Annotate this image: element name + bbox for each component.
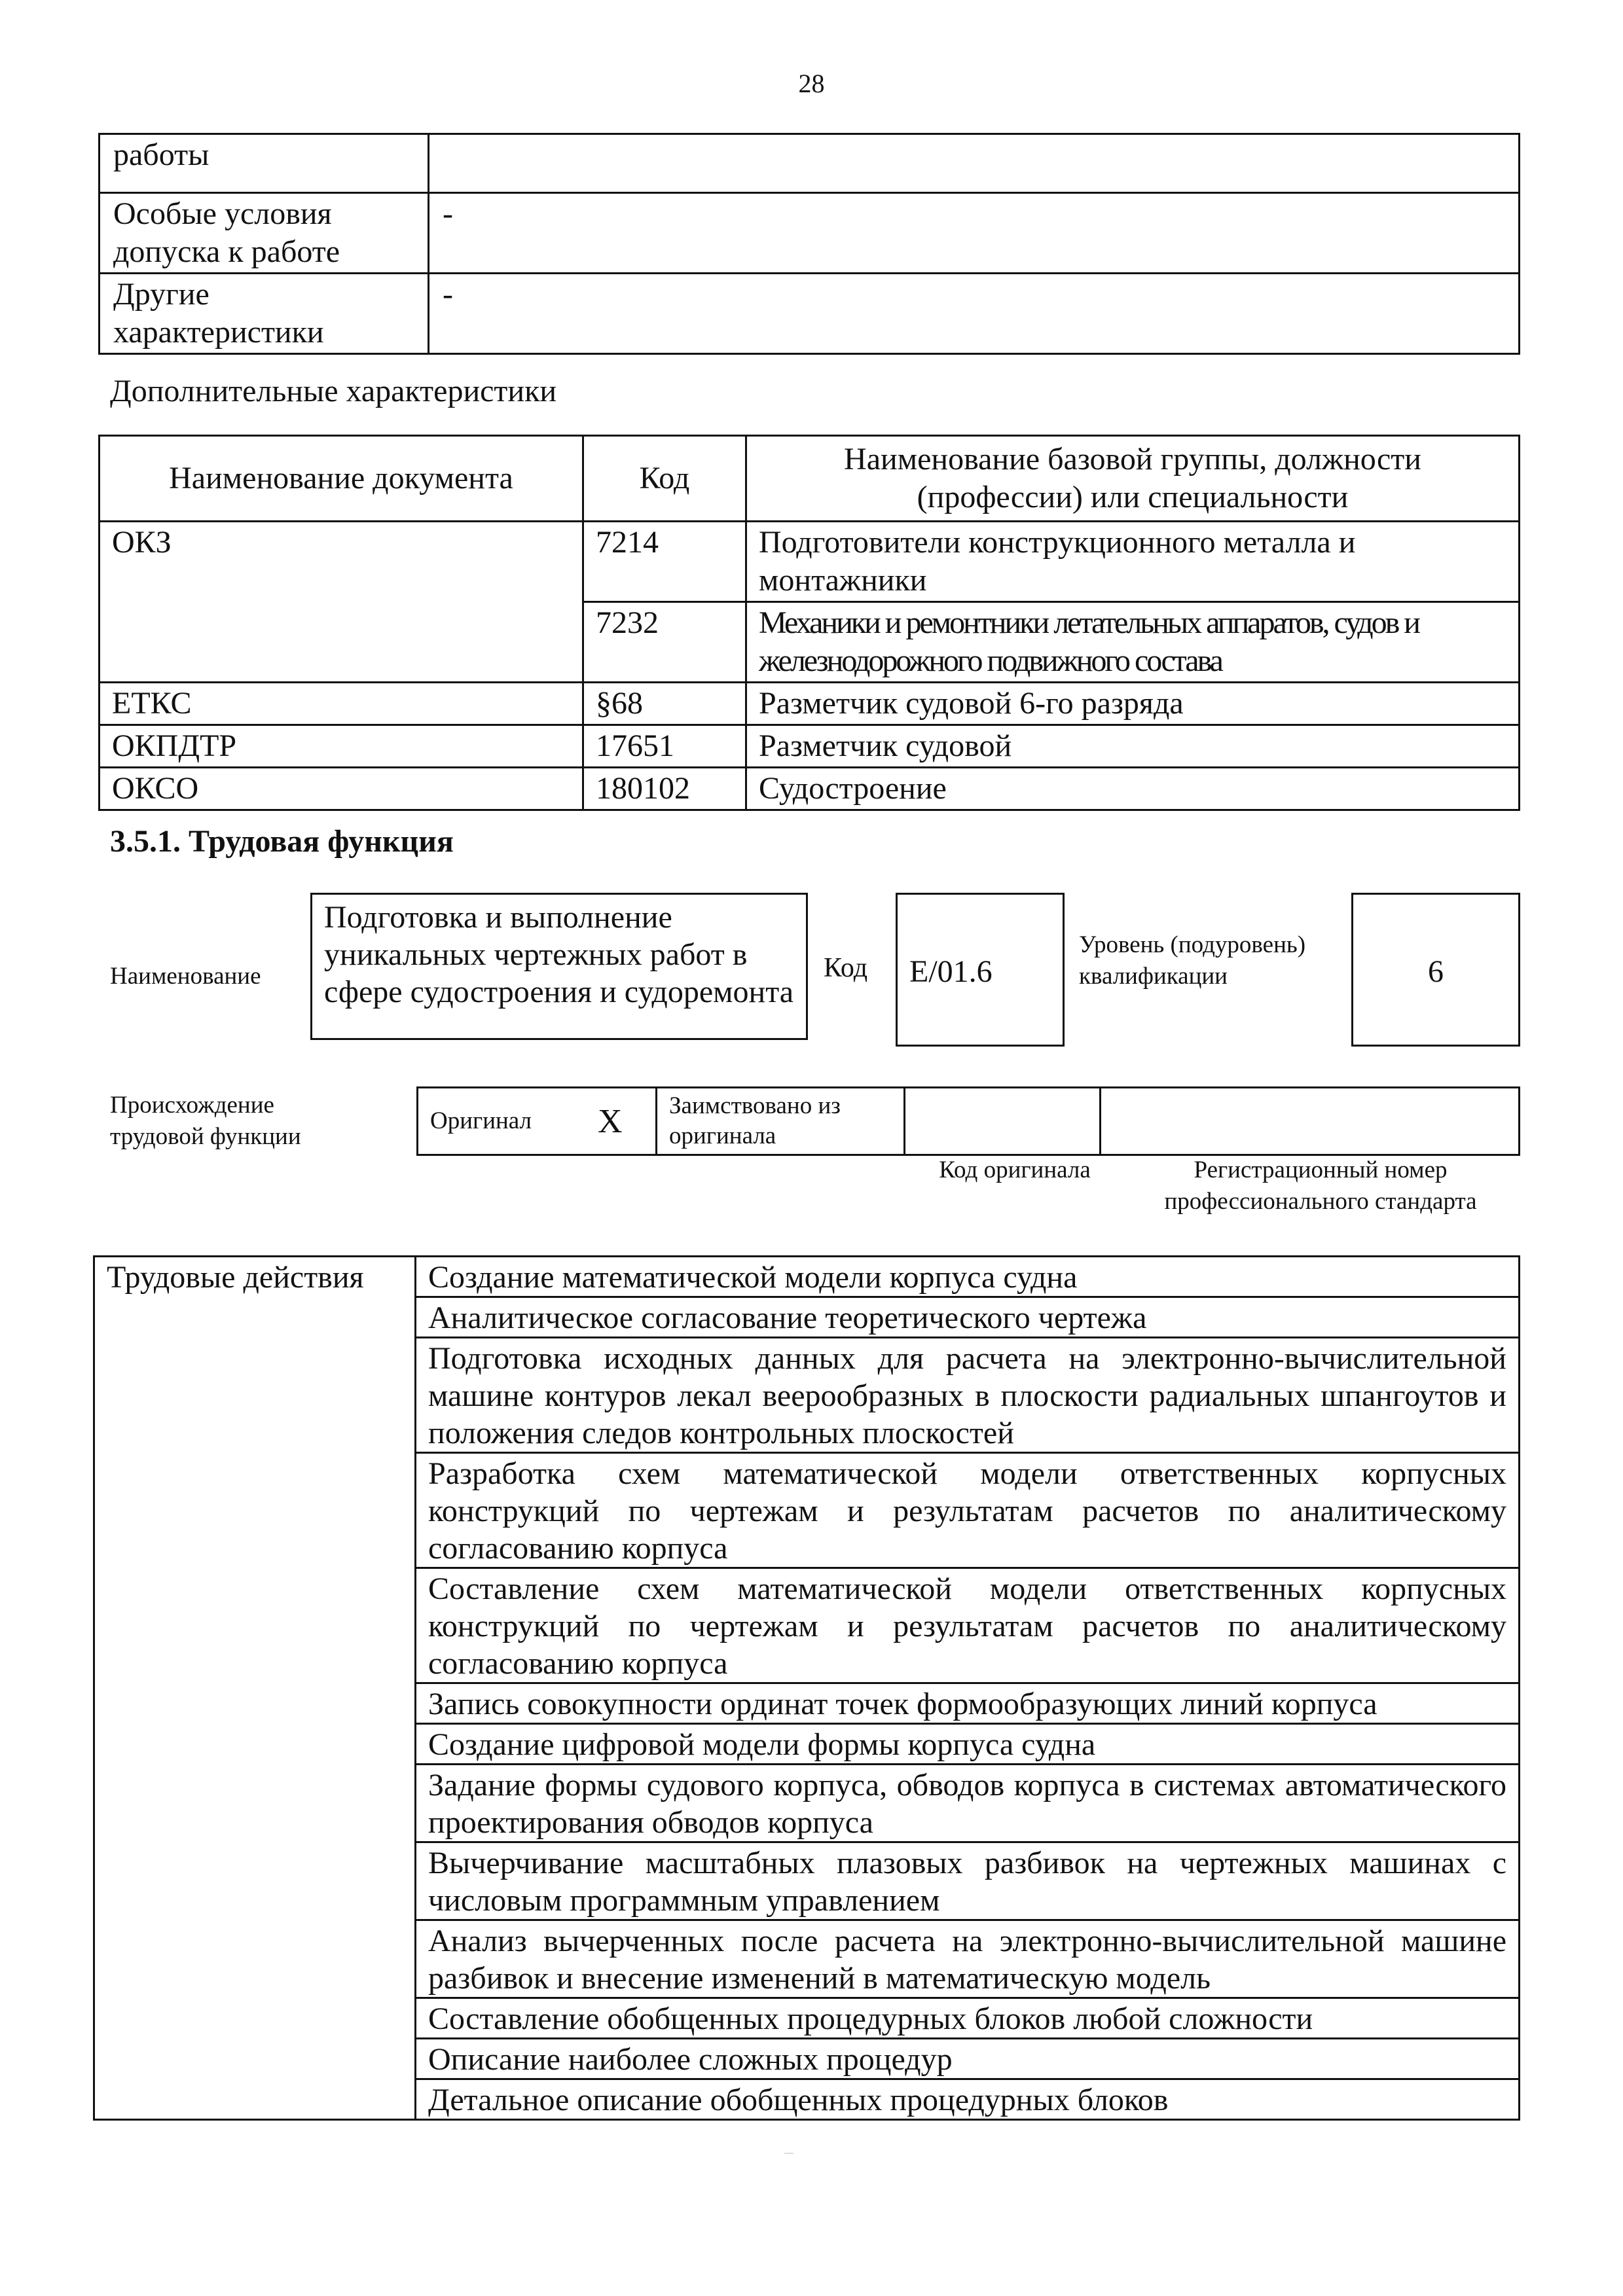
- cell-code: 7232: [583, 602, 746, 683]
- labor-action-item: Создание математической модели корпуса судна: [416, 1257, 1520, 1297]
- labor-action-item: Разработка схем математической модели ответственных корпусных конструкций по чертежам и результатам расчетов по аналитическому согласованию корпуса: [416, 1453, 1520, 1568]
- cell-code: 7214: [583, 522, 746, 602]
- original-label: Оригинал: [418, 1088, 587, 1155]
- labor-action-item: Составление схем математической модели ответственных корпусных конструкций по чертежам и результатам расчетов по аналитическому согласованию корпуса: [416, 1568, 1520, 1683]
- original-code-cell: [905, 1088, 1101, 1155]
- header-code: Код: [583, 436, 746, 522]
- table-row: [100, 725, 1520, 768]
- section-title: 3.5.1. Трудовая функция: [110, 824, 454, 859]
- name-label: Наименование: [110, 963, 261, 990]
- row-label: Особые условия допуска к работе: [100, 193, 429, 274]
- cell-name: Судостроение: [746, 768, 1520, 810]
- table-row: [100, 134, 1520, 193]
- cell-doc: ЕТКС: [100, 683, 583, 725]
- original-mark: X: [586, 1088, 657, 1155]
- header-name: Наименование базовой группы, должности (профессии) или специальности: [746, 436, 1520, 522]
- cell-doc: ОКСО: [100, 768, 583, 810]
- additional-characteristics-heading: Дополнительные характеристики: [110, 374, 557, 408]
- labor-action-item: Аналитическое согласование теоретического чертежа: [416, 1297, 1520, 1338]
- cell-doc: ОКПДТР: [100, 725, 583, 768]
- labor-action-item: Вычерчивание масштабных плазовых разбивок на чертежных машинах с числовым программным управлением: [416, 1842, 1520, 1920]
- table-header-row: [100, 436, 1520, 522]
- header-document: Наименование документа: [100, 436, 583, 522]
- cell-code: §68: [583, 683, 746, 725]
- cell-code: 17651: [583, 725, 746, 768]
- level-label: Уровень (подуровень) квалификации: [1079, 931, 1306, 990]
- table-row: [418, 1088, 1520, 1155]
- origin-table: [416, 1086, 1520, 1156]
- row-value: -: [429, 274, 1520, 354]
- labor-action-item: Запись совокупности ординат точек формообразующих линий корпуса: [416, 1683, 1520, 1724]
- labor-action-item: Детальное описание обобщенных процедурных блоков: [416, 2079, 1520, 2120]
- cell-code: 180102: [583, 768, 746, 810]
- borrowed-label: Заимствовано из оригинала: [657, 1088, 905, 1155]
- labor-action-item: Составление обобщенных процедурных блоков любой сложности: [416, 1998, 1520, 2039]
- labor-action-item: Анализ вычерченных после расчета на электронно-вычислительной машине разбивок и внесение изменений в математическую модель: [416, 1920, 1520, 1998]
- cell-name: Подготовители конструкционного металла и монтажники: [746, 522, 1520, 602]
- registration-number-caption: Регистрационный номер профессионального стандарта: [1164, 1157, 1477, 1215]
- cell-name: Разметчик судовой: [746, 725, 1520, 768]
- registration-number-cell: [1101, 1088, 1520, 1155]
- table-row: [94, 1257, 1520, 1297]
- table-row: [100, 522, 1520, 602]
- code-label: Код: [824, 953, 868, 983]
- level-value-box: 6: [1351, 893, 1520, 1047]
- table-row: [100, 274, 1520, 354]
- row-value: -: [429, 193, 1520, 274]
- cell-doc: ОКЗ: [100, 522, 583, 683]
- function-code-box: E/01.6: [896, 893, 1065, 1047]
- labor-actions-label: Трудовые действия: [94, 1257, 416, 2120]
- row-label: работы: [100, 134, 429, 193]
- row-label: Другие характеристики: [100, 274, 429, 354]
- labor-action-item: Задание формы судового корпуса, обводов корпуса в системах автоматического проектирования обводов корпуса: [416, 1765, 1520, 1842]
- original-code-caption: Код оригинала: [939, 1157, 1091, 1183]
- row-value: [429, 134, 1520, 193]
- labor-action-item: Описание наиболее сложных процедур: [416, 2039, 1520, 2079]
- qualification-table: [98, 133, 1520, 355]
- cell-name: Механики и ремонтники летательных аппаратов, судов и железнодорожного подвижного состава: [746, 602, 1520, 683]
- origin-label: Происхождение трудовой функции: [110, 1092, 301, 1150]
- labor-action-item: Создание цифровой модели формы корпуса судна: [416, 1724, 1520, 1765]
- table-row: [100, 193, 1520, 274]
- table-row: [100, 768, 1520, 810]
- page-number: 28: [798, 69, 825, 98]
- labor-actions-table: [93, 1255, 1520, 2121]
- additional-characteristics-table: [98, 435, 1520, 811]
- table-row: [100, 683, 1520, 725]
- cell-name: Разметчик судовой 6-го разряда: [746, 683, 1520, 725]
- function-name-box: Подготовка и выполнение уникальных чертежных работ в сфере судостроения и судоремонта: [310, 893, 808, 1040]
- labor-action-item: Подготовка исходных данных для расчета на электронно-вычислительной машине контуров лекал веерообразных в плоскости радиальных шпангоутов и положения следов контрольных плоскостей: [416, 1338, 1520, 1453]
- scan-dot: [784, 2151, 793, 2156]
